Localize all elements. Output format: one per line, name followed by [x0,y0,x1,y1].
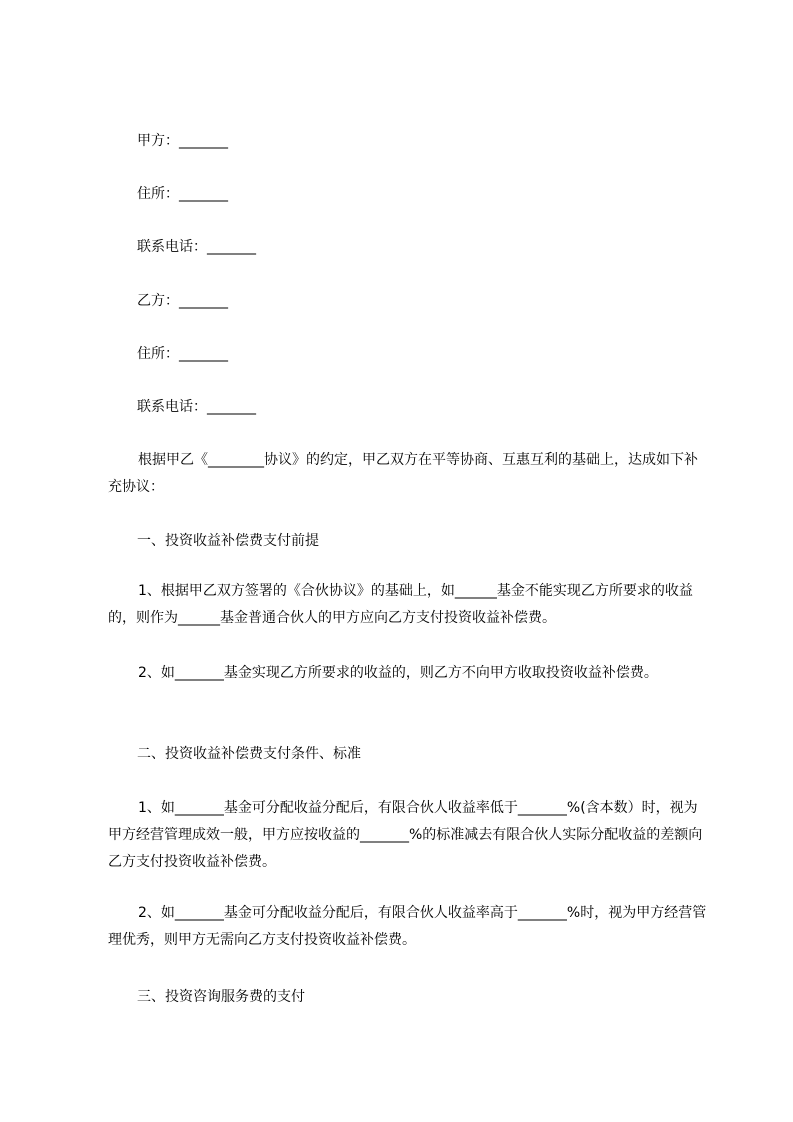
section-2-clause-1: 1、如_______基金可分配收益分配后，有限合伙人收益率低于_______%(含本数）时，视为甲方经营管理成效一般，甲方应按收益的_______%的标准减去有限合伙人实际分配收益的差额向乙方支付投资收益补偿费。 [108,800,703,870]
party-b-name-line: 乙方：_______ [137,293,228,309]
party-a-phone-line: 联系电话：_______ [137,239,256,255]
party-b-address-line: 住所：_______ [137,346,228,362]
section-2-heading: 二、投资收益补偿费支付条件、标准 [137,746,361,762]
section-2-clause-2: 2、如_______基金可分配收益分配后，有限合伙人收益率高于_______%时，视为甲方经营管理优秀，则甲方无需向乙方支付投资收益补偿费。 [108,905,707,948]
section-1-clause-1: 1、根据甲乙双方签署的《合伙协议》的基础上，如______基金不能实现乙方所要求的收益的，则作为______基金普通合伙人的甲方应向乙方支付投资收益补偿费。 [108,583,693,626]
party-b-phone-line: 联系电话：_______ [137,399,256,415]
section-1-heading: 一、投资收益补偿费支付前提 [137,533,319,549]
preamble-paragraph: 根据甲乙《________协议》的约定，甲乙双方在平等协商、互惠互利的基础上，达成如下补充协议： [108,452,698,495]
section-1-clause-2: 2、如_______基金实现乙方所要求的收益的，则乙方不向甲方收取投资收益补偿费。 [138,665,658,681]
party-a-name-line: 甲方：_______ [137,133,228,149]
party-a-address-line: 住所：_______ [137,186,228,202]
section-3-heading: 三、投资咨询服务费的支付 [137,989,305,1005]
